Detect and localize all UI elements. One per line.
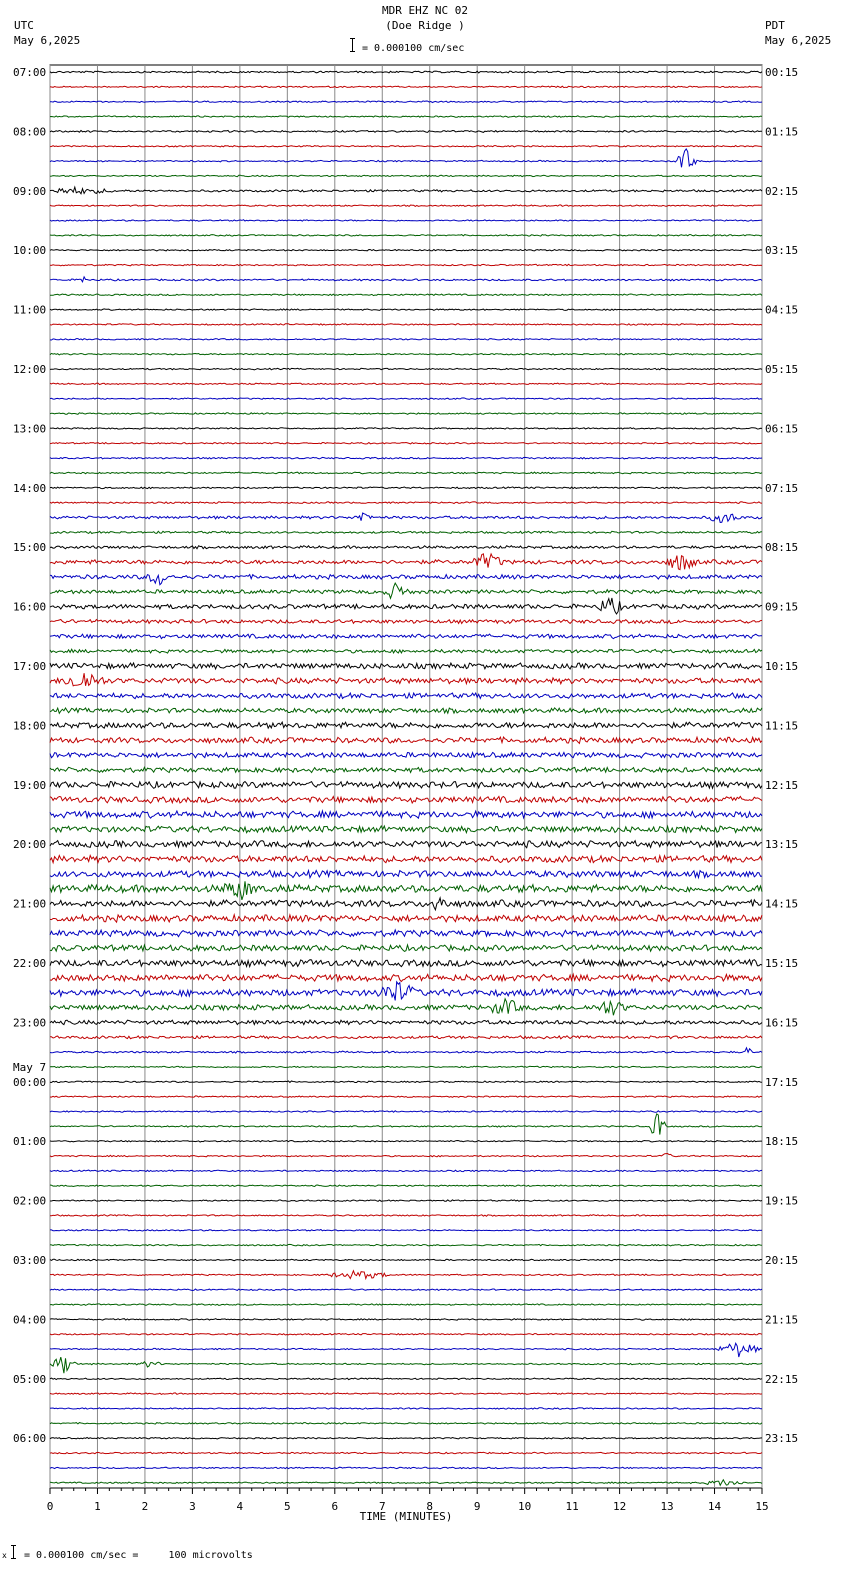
seismic-trace: [50, 130, 762, 132]
utc-hour-label: 07:00: [13, 66, 47, 79]
utc-timezone-label: UTC: [14, 19, 34, 32]
utc-hour-label: 19:00: [13, 778, 47, 792]
seismic-trace: [50, 428, 762, 430]
utc-hour-label: 10:00: [13, 244, 47, 258]
seismic-trace: [50, 1170, 762, 1172]
seismic-trace: [50, 1378, 762, 1380]
station-title: MDR EHZ NC 02: [381, 4, 469, 17]
seismic-trace: [50, 575, 762, 585]
utc-hour-label: 04:00: [13, 1313, 47, 1327]
seismic-trace: [50, 1393, 762, 1395]
seismic-trace: [50, 398, 762, 400]
seismic-trace: [50, 116, 762, 118]
seismic-trace: [50, 982, 762, 1001]
x-tick-label: 12: [612, 1500, 627, 1513]
x-axis-title: TIME (MINUTES): [359, 1510, 453, 1523]
seismic-trace: [50, 294, 762, 296]
pdt-time-label: 08:15: [765, 541, 799, 555]
utc-hour-label: 11:00: [13, 303, 47, 317]
seismic-trace: [50, 1343, 762, 1357]
pdt-date-label: May 6,2025: [765, 34, 832, 47]
seismic-trace: [50, 368, 762, 370]
seismic-trace: [50, 457, 762, 459]
utc-hour-label: 17:00: [13, 660, 47, 673]
seismic-trace: [50, 781, 762, 788]
pdt-time-label: 13:15: [765, 838, 799, 852]
utc-hour-label: 13:00: [13, 422, 47, 436]
seismic-trace: [50, 620, 762, 624]
utc-hour-label: 20:00: [13, 838, 47, 852]
utc-hour-label: 03:00: [13, 1254, 47, 1267]
seismic-trace: [50, 71, 762, 73]
pdt-time-label: 00:15: [765, 66, 799, 79]
seismic-trace: [50, 767, 762, 772]
seismic-trace: [50, 324, 762, 326]
seismic-trace: [50, 1408, 762, 1410]
seismic-trace: [50, 205, 762, 207]
x-tick-label: 1: [94, 1500, 101, 1513]
pdt-time-label: 06:15: [765, 422, 799, 436]
pdt-time-label: 01:15: [765, 125, 799, 139]
seismic-trace: [50, 1096, 762, 1098]
x-tick-label: 8: [426, 1500, 434, 1513]
pdt-time-label: 10:15: [765, 660, 799, 673]
utc-hour-label: 18:00: [13, 719, 47, 733]
x-tick-label: 2: [141, 1500, 149, 1513]
pdt-time-label: 17:15: [765, 1075, 799, 1089]
x-tick-label: 5: [284, 1500, 291, 1513]
pdt-timezone-label: PDT: [765, 19, 785, 32]
seismic-trace: [50, 1480, 762, 1486]
scale-text: = 0.000100 cm/sec: [362, 43, 465, 54]
x-tick-label: 7: [378, 1500, 386, 1513]
seismic-trace: [50, 1154, 762, 1157]
seismic-trace: [50, 915, 762, 922]
x-tick-label: 3: [189, 1500, 196, 1513]
seismic-trace: [50, 101, 762, 103]
x-tick-label: 11: [565, 1500, 579, 1513]
seismic-trace: [50, 811, 762, 818]
seismic-trace: [50, 1304, 762, 1306]
pdt-time-label: 22:15: [765, 1372, 799, 1386]
seismic-trace: [50, 554, 762, 570]
seismic-trace: [50, 693, 762, 699]
seismic-trace: [50, 881, 762, 900]
x-tick-label: 15: [755, 1500, 769, 1513]
seismic-trace: [50, 898, 762, 910]
seismic-trace: [50, 663, 762, 669]
utc-hour-label: 16:00: [13, 600, 47, 614]
seismic-trace: [50, 1452, 762, 1454]
utc-hour-label: 00:00: [13, 1075, 47, 1089]
pdt-time-label: 20:15: [765, 1254, 799, 1267]
seismic-trace: [50, 413, 762, 415]
pdt-time-label: 11:15: [765, 719, 799, 733]
seismic-trace: [50, 974, 762, 981]
seismic-trace: [50, 1467, 762, 1469]
seismic-trace: [50, 277, 762, 282]
pdt-time-label: 15:15: [765, 957, 799, 970]
seismic-trace: [50, 149, 762, 167]
seismic-trace: [50, 1230, 762, 1232]
x-tick-label: 6: [331, 1500, 339, 1513]
seismic-trace: [50, 220, 762, 222]
seismic-trace: [50, 708, 762, 713]
x-tick-label: 14: [707, 1500, 722, 1513]
pdt-time-label: 19:15: [765, 1194, 799, 1208]
seismic-trace: [50, 841, 762, 848]
seismic-trace: [50, 187, 762, 194]
seismic-trace: [50, 999, 762, 1016]
pdt-time-label: 14:15: [765, 897, 799, 911]
seismic-trace: [50, 1259, 762, 1261]
footer-scale-icon: [11, 1545, 17, 1559]
footer-scale-text: = 0.000100 cm/sec = 100 microvolts: [24, 1550, 253, 1561]
x-tick-label: 4: [236, 1500, 244, 1513]
utc-hour-label: 08:00: [13, 125, 47, 139]
seismic-trace: [50, 826, 762, 833]
pdt-time-label: 16:15: [765, 1016, 799, 1030]
x-tick-label: 13: [660, 1500, 674, 1513]
seismic-trace: [50, 1081, 762, 1083]
seismic-trace: [50, 1185, 762, 1187]
seismic-trace: [50, 1048, 762, 1053]
seismic-trace: [50, 1111, 762, 1113]
seismic-trace: [50, 945, 762, 951]
seismic-trace: [50, 146, 762, 148]
seismic-trace: [50, 443, 762, 445]
seismic-trace: [50, 235, 762, 237]
utc-hour-label: 01:00: [13, 1135, 47, 1149]
seismic-trace: [50, 1114, 762, 1135]
footer-marker: x: [2, 1551, 7, 1560]
utc-hour-label: 23:00: [13, 1016, 47, 1030]
seismic-trace: [50, 870, 762, 877]
seismic-trace: [50, 856, 762, 863]
pdt-time-label: 12:15: [765, 778, 799, 792]
pdt-time-label: 03:15: [765, 244, 799, 258]
seismic-trace: [50, 546, 762, 549]
seismic-trace: [50, 1200, 762, 1202]
seismic-trace: [50, 1244, 762, 1246]
seismic-trace: [50, 531, 762, 533]
seismic-trace: [50, 583, 762, 598]
pdt-time-label: 21:15: [765, 1313, 799, 1327]
seismic-trace: [50, 1141, 762, 1143]
seismic-trace: [50, 722, 762, 728]
seismic-trace: [50, 796, 762, 803]
utc-hour-label: 15:00: [13, 541, 47, 555]
seismic-trace: [50, 339, 762, 340]
pdt-time-label: 05:15: [765, 363, 799, 376]
pdt-time-label: 04:15: [765, 303, 799, 317]
site-subtitle: (Doe Ridge ): [385, 19, 465, 32]
seismic-trace: [50, 1215, 762, 1217]
utc-hour-label: 12:00: [13, 363, 47, 376]
seismic-trace: [50, 175, 762, 177]
seismic-trace: [50, 487, 762, 489]
seismic-trace: [50, 1334, 762, 1336]
utc-hour-label: 14:00: [13, 481, 47, 495]
pdt-time-label: 23:15: [765, 1432, 799, 1446]
seismic-trace: [50, 634, 762, 639]
seismic-trace: [50, 250, 762, 252]
seismic-trace: [50, 383, 762, 385]
seismic-trace: [50, 1319, 762, 1321]
pdt-time-label: 09:15: [765, 600, 799, 614]
seismic-trace: [50, 264, 762, 266]
utc-hour-label: 09:00: [13, 184, 47, 198]
x-tick-label: 10: [518, 1500, 532, 1513]
pdt-time-label: 07:15: [765, 481, 799, 495]
seismic-trace: [50, 1357, 762, 1373]
x-tick-label: 9: [473, 1500, 481, 1513]
seismic-trace: [50, 1438, 762, 1440]
seismic-trace: [50, 930, 762, 937]
utc-hour-label: 02:00: [13, 1194, 47, 1208]
seismic-trace: [50, 309, 762, 311]
seismic-trace: [50, 86, 762, 88]
seismic-trace: [50, 1289, 762, 1291]
date-change-label: May 7: [13, 1060, 47, 1074]
seismic-trace: [50, 1036, 762, 1039]
seismic-trace: [50, 598, 762, 614]
pdt-time-label: 02:15: [765, 184, 799, 198]
utc-hour-label: 05:00: [13, 1372, 47, 1386]
seismic-trace: [50, 1423, 762, 1425]
utc-hour-label: 22:00: [13, 957, 47, 970]
seismic-trace: [50, 753, 762, 758]
seismic-trace: [50, 737, 762, 743]
seismic-trace: [50, 1271, 762, 1279]
seismic-trace: [50, 472, 762, 474]
x-tick-label: 0: [46, 1500, 54, 1513]
seismic-trace: [50, 513, 762, 523]
utc-hour-label: 21:00: [13, 897, 47, 911]
seismic-trace: [50, 502, 762, 504]
seismic-trace: [50, 649, 762, 653]
utc-hour-label: 06:00: [13, 1432, 47, 1446]
seismic-trace: [50, 960, 762, 967]
seismic-trace: [50, 1066, 762, 1067]
pdt-time-label: 18:15: [765, 1135, 799, 1149]
utc-date-label: May 6,2025: [14, 34, 81, 47]
seismic-trace: [50, 353, 762, 355]
seismic-trace: [50, 673, 762, 686]
seismic-trace: [50, 1020, 762, 1024]
